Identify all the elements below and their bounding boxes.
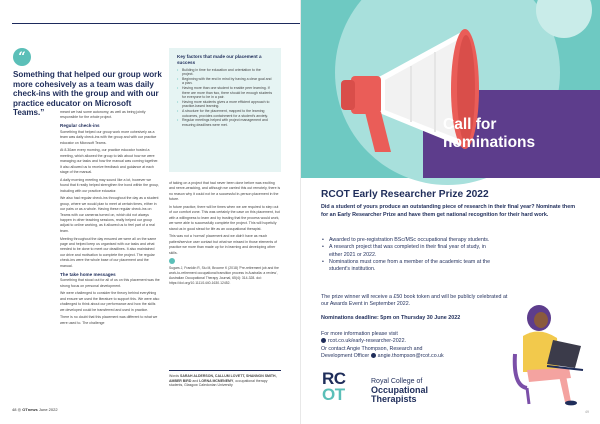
- email-icon: [371, 353, 376, 358]
- header-rule: [12, 23, 300, 24]
- paragraph: We also had regular check-ins throughout the day as a student group, where we would plan to meet at certain times, either in our pairs or as a whole. Having these regular check-ins on Teams with our cameras turned on, which did not always happen in other teaching sessions, really helped our group adjust to online working, as it allowed us to feel part of a real team.: [60, 196, 159, 233]
- footer-separator: ◎: [17, 407, 23, 412]
- info-line: Or contact Angie Thompson, Research and: [321, 345, 423, 352]
- reference-icon: [169, 258, 175, 264]
- section-heading: Regular check-ins: [60, 123, 100, 129]
- paragraph: Meeting throughout the day ensured we were all on the same page and helped keep us organised with our tasks and what needed to be done to meet our deadlines. It also maintained our drive and motivation to complete the project. The regular check-ins were the whole base of our placement and the manual.: [60, 236, 157, 268]
- reference-text: Sugars J, Franklin R, Siu M, Broome K (2018) 'Pre-retirement job and the work-to-retirement occupational transition process in Australia: a review', Australian Occupational Therapy Journal, 65(4): 314-328. doi: https://doi.org/10.1111/1440-1630.12452.: [169, 266, 279, 285]
- info-url-line: [321, 338, 511, 345]
- hero-line-1: Call for: [443, 116, 497, 133]
- hero-heading: [443, 116, 593, 152]
- criteria-item: • Nominations must come from a member of the academic team at the student's institution.: [321, 259, 491, 274]
- web-icon: [321, 338, 326, 343]
- paragraph: There is no doubt that this placement was different to what we were used to. The challenge: [60, 315, 158, 325]
- article-column-2: [169, 181, 281, 285]
- authors-suffix: , occupational therapy students, Glasgow Caledonian University: [169, 378, 268, 388]
- logo-mark-line-2: OT: [322, 385, 345, 404]
- right-page: [301, 0, 600, 424]
- paragraph: In future practice, there will be times when we are required to step out of our comfort zone. This was certainly the case on this placement, but with a willingness to learn and by trusting that the process would work, we were able to successfully complete the project. This will hopefully stand us in good stead for life as an occupational therapist.: [169, 205, 280, 231]
- page-number: 48: [12, 407, 17, 412]
- key-factor-item: • A structure for the placement, mapped to the learning outcomes, provides containment for a student's anxiety.: [177, 109, 273, 118]
- authors-prefix: Words: [169, 374, 180, 378]
- logo-line-2: Occupational: [371, 385, 429, 396]
- logo-line-1: Royal College of: [371, 378, 423, 385]
- paragraph: A daily morning meeting may sound like a lot, however we found that it really helped strengthen the bond within the group, including with our practice educator.: [60, 177, 160, 193]
- paragraph: We were challenged to consider the theory behind everything and ensure we used the literature to support this. We were also challenged to think about our performance and how the skills we developed could be transferred and used in practice.: [60, 291, 160, 312]
- author-credits: [169, 370, 281, 388]
- page-number-right: 49: [585, 410, 589, 414]
- quote-icon: “: [13, 48, 31, 66]
- article-column-1: [60, 110, 160, 329]
- paragraph: This was not a 'normal' placement and we didn't have as much patient/service user contact but what we missed in those elements of practice we more than made up for in learning and developing other skills.: [169, 234, 278, 255]
- prize-winner-text: The prize winner will receive a £50 book token and will be publicly celebrated at our Awards Event in September 2022.: [321, 294, 508, 308]
- info-line: For more information please visit: [321, 331, 398, 337]
- key-factors-box: [169, 48, 281, 172]
- issue-date: June 2022: [38, 407, 58, 412]
- contact-info: [321, 331, 511, 360]
- info-email-link[interactable]: angie.thompson@rcot.co.uk: [377, 352, 444, 359]
- megaphone-icon: [315, 20, 485, 178]
- paragraph: meant we had some autonomy, as well as being jointly responsible for the whole project.: [60, 110, 146, 120]
- rcot-logo-text: [371, 377, 481, 405]
- key-factors-list: [177, 68, 273, 128]
- key-factor-item: • Having more students gives a more efficient approach to practice-based learning.: [177, 100, 273, 109]
- criteria-item: • A research project that was completed in their final year of study, in either 2021 or 2022.: [321, 244, 491, 259]
- key-factors-title: Key factors that made our placement a success: [177, 54, 262, 65]
- prize-intro: Did a student of yours produce an outstanding piece of research in their final year? Nominate them for an Early Researcher Prize and have them get national recognition for their hard work.: [321, 204, 576, 218]
- hero-line-2: nominations: [443, 134, 536, 151]
- paragraph: Something that stood out for all of us on this placement was the strong focus on personal development.: [60, 278, 160, 288]
- prize-title: RCOT Early Researcher Prize 2022: [321, 189, 489, 200]
- authors-and: and: [192, 378, 199, 383]
- page-footer: [12, 407, 58, 412]
- criteria-item: • Awarded to pre-registration BSc/MSc occupational therapy students.: [321, 237, 491, 244]
- info-email-line: [321, 353, 511, 360]
- authors-last: LORNA MCMENEMY: [199, 378, 234, 383]
- person-laptop-illustration: [509, 302, 593, 406]
- paragraph: Something that helped our group work more cohesively as a team was daily check-ins with the group and with our practice educator on Microsoft Teams.: [60, 129, 157, 145]
- prize-criteria-list: [321, 237, 491, 273]
- key-factor-item: • Beginning with the end in mind by having a clear goal and a plan.: [177, 77, 273, 86]
- key-factor-item: • Building in time for education and orientation to the project.: [177, 68, 273, 77]
- rcot-logo-mark: [322, 371, 346, 403]
- info-url-link[interactable]: rcot.co.uk/early-researcher-2022.: [328, 338, 407, 345]
- logo-mark-line-1: RC: [322, 369, 346, 388]
- key-factor-item: • Having more than one student to enable peer learning. If there are more than two, there should be enough students for everyone to be in a pair.: [177, 86, 273, 100]
- authors-names: SARAH ALDERSON, CALLUM LOVETT, SHANNON SMITH, AMBER BIRD: [169, 374, 277, 383]
- section-heading: The take home messages: [60, 271, 116, 277]
- pull-quote: Something that helped our group work more cohesively as a team was daily check-ins with the group and with our practice educator on Microsoft Teams.”: [13, 70, 162, 118]
- key-factor-item: • Regular meetings helped with project management and ensuring deadlines were met.: [177, 118, 273, 127]
- info-role: Development Officer: [321, 352, 370, 359]
- paragraph: At 8.30am every morning, our practice educator hosted a meeting, which allowed the group to talk about how we were managing our tasks and how the manual was coming together. It also allowed us to receive feedback and guidance at each stage of the manual.: [60, 148, 159, 175]
- paragraph: of taking on a project that had never been done before was exciting and nerve-wracking, and although we carried this out remotely, there is no reason why it could not be a successful in-person placement in the future.: [169, 181, 281, 202]
- logo-line-3: Therapists: [371, 394, 417, 405]
- prize-deadline: Nominations deadline: 5pm on Thursday 30 June 2022: [321, 315, 461, 321]
- publication-name: OTnews: [22, 407, 38, 412]
